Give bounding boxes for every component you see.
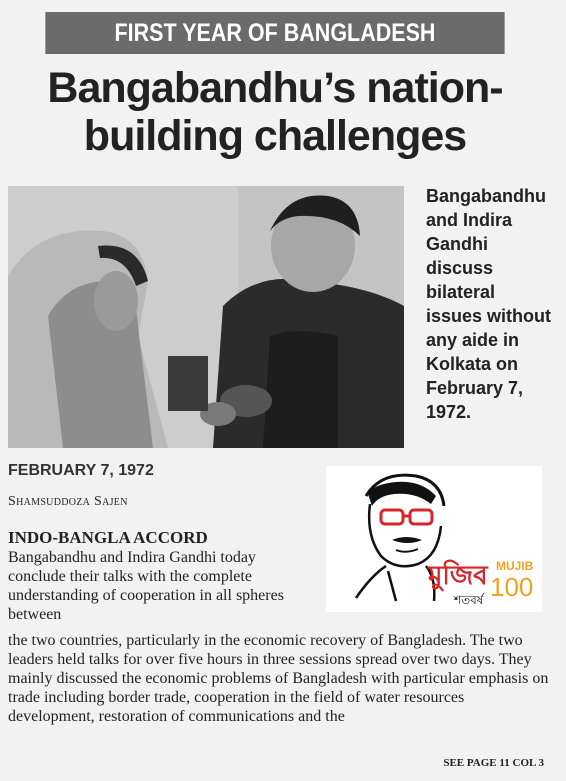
logo-bangla-title: মুজিব <box>428 561 488 591</box>
logo-number: 100 <box>490 572 534 602</box>
dateline: FEBRUARY 7, 1972 <box>8 462 154 479</box>
byline: Shamsuddoza Sajen <box>8 494 128 509</box>
mujib-100-logo <box>326 466 542 612</box>
section-banner: FIRST YEAR OF BANGLADESH <box>45 12 504 54</box>
continuation-link[interactable]: SEE PAGE 11 COL 3 <box>443 757 544 769</box>
article-subhead: INDO-BANGLA ACCORD <box>8 528 208 547</box>
photo-two-leaders-icon <box>8 186 404 448</box>
article-lead: Bangabandhu and Indira Gandhi today conclude their talks with the complete understanding of cooperation in all spheres between <box>8 549 284 623</box>
headline: Bangabandhu’s nation-building challenges <box>47 64 503 160</box>
article-body: the two countries, particularly in the economic recovery of Bangladesh. The two leaders held talks for over five hours in three sessions spread over two days. They mainly discussed the economic problems of Bangladesh with particular emphasis on trade including border trade, cooperation in the field of water resources development, restoration of communications and the <box>8 632 549 725</box>
logo-bangla-sub: শতবর্ষ <box>454 593 484 607</box>
photo-caption: Bangabandhu and Indira Gandhi discuss bilateral issues without any aide in Kolkata on February 7, 1972. <box>426 186 552 422</box>
news-photo <box>8 186 404 448</box>
mujib-portrait-icon <box>326 466 542 612</box>
logo-latin-word: MUJIB <box>496 559 534 573</box>
